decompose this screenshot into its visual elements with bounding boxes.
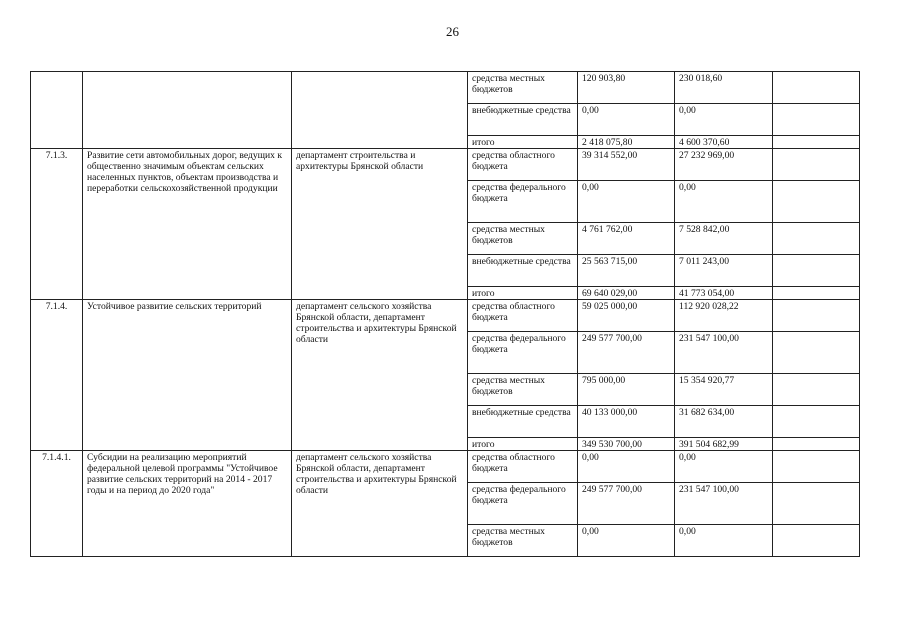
value-cell: 25 563 715,00 <box>578 255 675 287</box>
source-cell: внебюджетные средства <box>468 104 578 136</box>
value-cell: 249 577 700,00 <box>578 332 675 374</box>
empty-cell <box>773 451 860 483</box>
value-cell: 4 600 370,60 <box>675 136 773 149</box>
value-cell: 7 011 243,00 <box>675 255 773 287</box>
value-cell: 15 354 920,77 <box>675 374 773 406</box>
empty-cell <box>773 72 860 104</box>
executor-cell: департамент сельского хозяйства Брянской области, департамент строительства и архитектуры Брянской области <box>292 300 468 451</box>
number-cell: 7.1.3. <box>31 149 83 300</box>
source-cell: средства областного бюджета <box>468 451 578 483</box>
empty-cell <box>773 332 860 374</box>
empty-cell <box>773 223 860 255</box>
page-number: 26 <box>446 24 459 39</box>
source-cell: средства федерального бюджета <box>468 483 578 525</box>
empty-cell <box>773 438 860 451</box>
empty-cell <box>773 181 860 223</box>
source-cell: итого <box>468 438 578 451</box>
value-cell: 27 232 969,00 <box>675 149 773 181</box>
value-cell: 0,00 <box>578 181 675 223</box>
empty-cell <box>773 104 860 136</box>
source-cell: внебюджетные средства <box>468 255 578 287</box>
table-row <box>31 451 860 483</box>
source-cell: средства местных бюджетов <box>468 525 578 557</box>
source-cell: средства местных бюджетов <box>468 374 578 406</box>
executor-cell: департамент строительства и архитектуры Брянской области <box>292 149 468 300</box>
empty-cell <box>773 300 860 332</box>
name-cell: Устойчивое развитие сельских территорий <box>83 300 292 451</box>
number-cell <box>31 72 83 149</box>
source-cell: итого <box>468 136 578 149</box>
name-cell: Субсидии на реализацию мероприятий федеральной целевой программы "Устойчивое развитие сельских территорий на 2014 - 2017 годы и на период до 2020 года" <box>83 451 292 557</box>
value-cell: 120 903,80 <box>578 72 675 104</box>
name-cell: Развитие сети автомобильных дорог, ведущих к общественно значимым объектам сельских населенных пунктов, объектам производства и переработки сельскохозяйственной продукции <box>83 149 292 300</box>
value-cell: 0,00 <box>578 104 675 136</box>
value-cell: 231 547 100,00 <box>675 332 773 374</box>
table-row <box>31 149 860 181</box>
value-cell: 0,00 <box>675 181 773 223</box>
source-cell: средства местных бюджетов <box>468 72 578 104</box>
value-cell: 0,00 <box>578 525 675 557</box>
value-cell: 230 018,60 <box>675 72 773 104</box>
value-cell: 40 133 000,00 <box>578 406 675 438</box>
source-cell: итого <box>468 287 578 300</box>
source-cell: средства федерального бюджета <box>468 181 578 223</box>
value-cell: 231 547 100,00 <box>675 483 773 525</box>
source-cell: средства федерального бюджета <box>468 332 578 374</box>
value-cell: 0,00 <box>675 104 773 136</box>
value-cell: 4 761 762,00 <box>578 223 675 255</box>
source-cell: средства областного бюджета <box>468 300 578 332</box>
empty-cell <box>773 136 860 149</box>
empty-cell <box>773 255 860 287</box>
value-cell: 391 504 682,99 <box>675 438 773 451</box>
value-cell: 31 682 634,00 <box>675 406 773 438</box>
executor-cell: департамент сельского хозяйства Брянской области, департамент строительства и архитектуры Брянской области <box>292 451 468 557</box>
value-cell: 7 528 842,00 <box>675 223 773 255</box>
value-cell: 39 314 552,00 <box>578 149 675 181</box>
value-cell: 795 000,00 <box>578 374 675 406</box>
value-cell: 69 640 029,00 <box>578 287 675 300</box>
source-cell: средства областного бюджета <box>468 149 578 181</box>
value-cell: 59 025 000,00 <box>578 300 675 332</box>
value-cell: 2 418 075,80 <box>578 136 675 149</box>
empty-cell <box>773 149 860 181</box>
empty-cell <box>773 406 860 438</box>
executor-cell <box>292 72 468 149</box>
source-cell: средства местных бюджетов <box>468 223 578 255</box>
value-cell: 249 577 700,00 <box>578 483 675 525</box>
value-cell: 349 530 700,00 <box>578 438 675 451</box>
name-cell <box>83 72 292 149</box>
value-cell: 0,00 <box>675 525 773 557</box>
number-cell: 7.1.4. <box>31 300 83 451</box>
table-row <box>31 300 860 332</box>
empty-cell <box>773 525 860 557</box>
empty-cell <box>773 483 860 525</box>
source-cell: внебюджетные средства <box>468 406 578 438</box>
budget-table <box>30 71 860 557</box>
value-cell: 0,00 <box>675 451 773 483</box>
number-cell: 7.1.4.1. <box>31 451 83 557</box>
empty-cell <box>773 287 860 300</box>
value-cell: 0,00 <box>578 451 675 483</box>
value-cell: 41 773 054,00 <box>675 287 773 300</box>
value-cell: 112 920 028,22 <box>675 300 773 332</box>
empty-cell <box>773 374 860 406</box>
table-row <box>31 72 860 104</box>
